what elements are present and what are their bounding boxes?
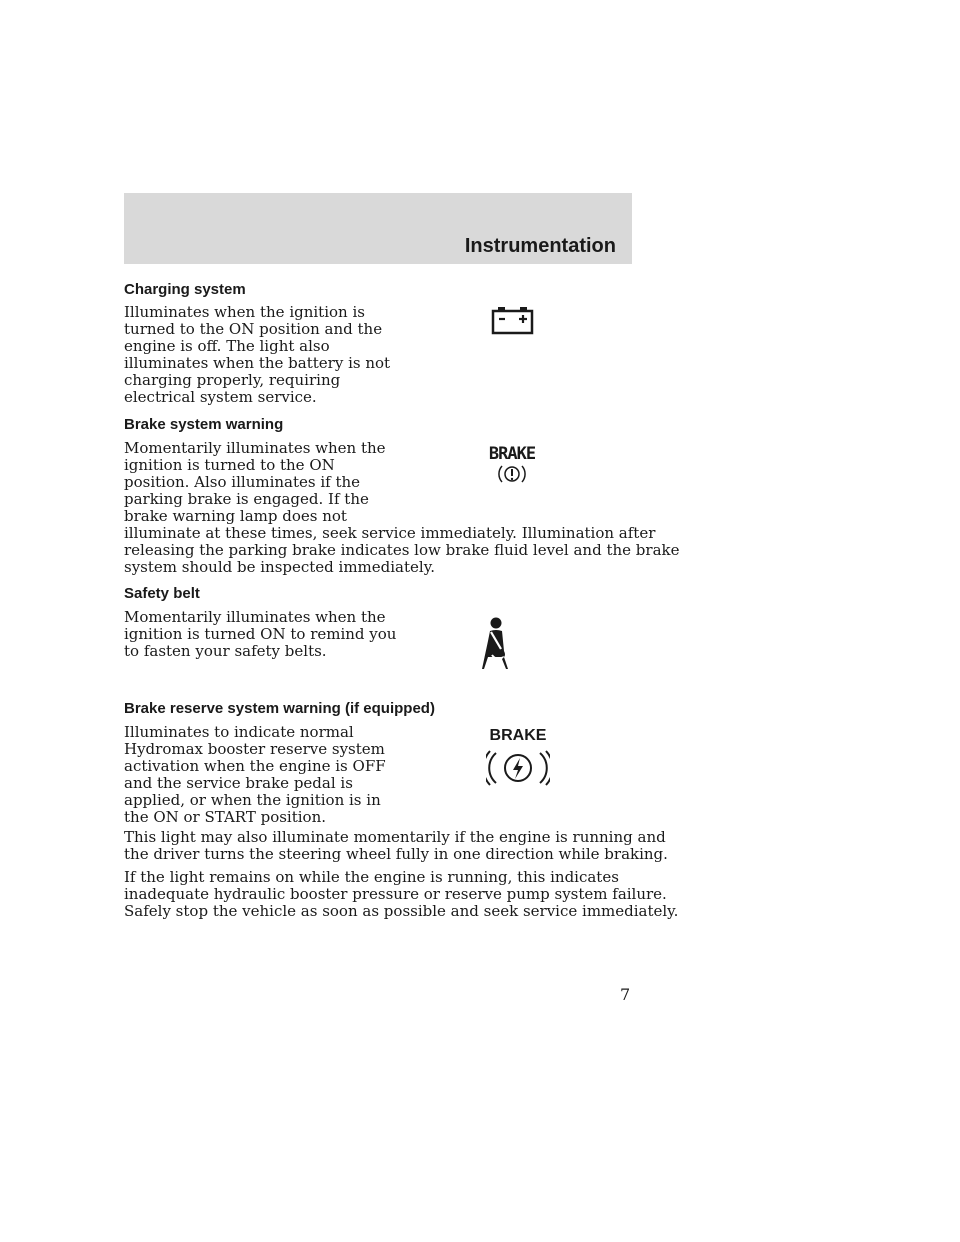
lightning-circle-icon (486, 747, 550, 789)
charging-system-heading: Charging system (124, 281, 246, 298)
page-number: 7 (620, 985, 631, 1004)
safety-belt-text: Momentarily illuminates when the ignition is turned ON to remind you to fasten your safety belts. (124, 608, 397, 660)
brake-reserve-paragraph-2: This light may also illuminate momentarily if the engine is running and the driver turns the steering wheel fully in one direction while braking. (124, 828, 668, 863)
safety-belt-heading: Safety belt (124, 585, 200, 602)
charging-system-text: Illuminates when the ignition is turned to the ON position and the engine is off. The light also illuminates when the battery is not charging properly, requiring electrical system service. (124, 303, 391, 406)
brake-reserve-label: BRAKE (489, 727, 547, 744)
brake-reserve-paragraph-3: If the light remains on while the engine is running, this indicates inadequate hydraulic booster pressure or reserve pump system failure. Safely stop the vehicle as soon as possible and seek service immediately. (124, 868, 679, 920)
brake-system-heading: Brake system warning (124, 416, 284, 433)
safety-belt-figure (482, 615, 510, 673)
exclamation-circle-icon (497, 463, 527, 485)
section-header-band (124, 193, 632, 264)
battery-icon (490, 305, 536, 335)
brake-reserve-text: Illuminates to indicate normal Hydromax booster reserve system activation when the engine is OFF and the service brake pedal is applied, or when the ignition is in the ON or START position. (124, 723, 386, 826)
brake-system-text: Momentarily illuminates when the ignition is turned to the ON position. Also illuminates if the parking brake is engaged. If the brake warning lamp does not illuminate at these times, seek service immediately. Illumination after releasing the parking brake indicates low brake fluid level and the brake system should be inspected immediately. (124, 439, 680, 576)
brake-warning-label: BRAKE (488, 444, 536, 464)
section-title: Instrumentation (464, 235, 616, 257)
brake-warning-icon (484, 444, 540, 486)
brake-reserve-heading: Brake reserve system warning (if equipped) (124, 700, 435, 717)
brake-reserve-icon (486, 727, 550, 789)
